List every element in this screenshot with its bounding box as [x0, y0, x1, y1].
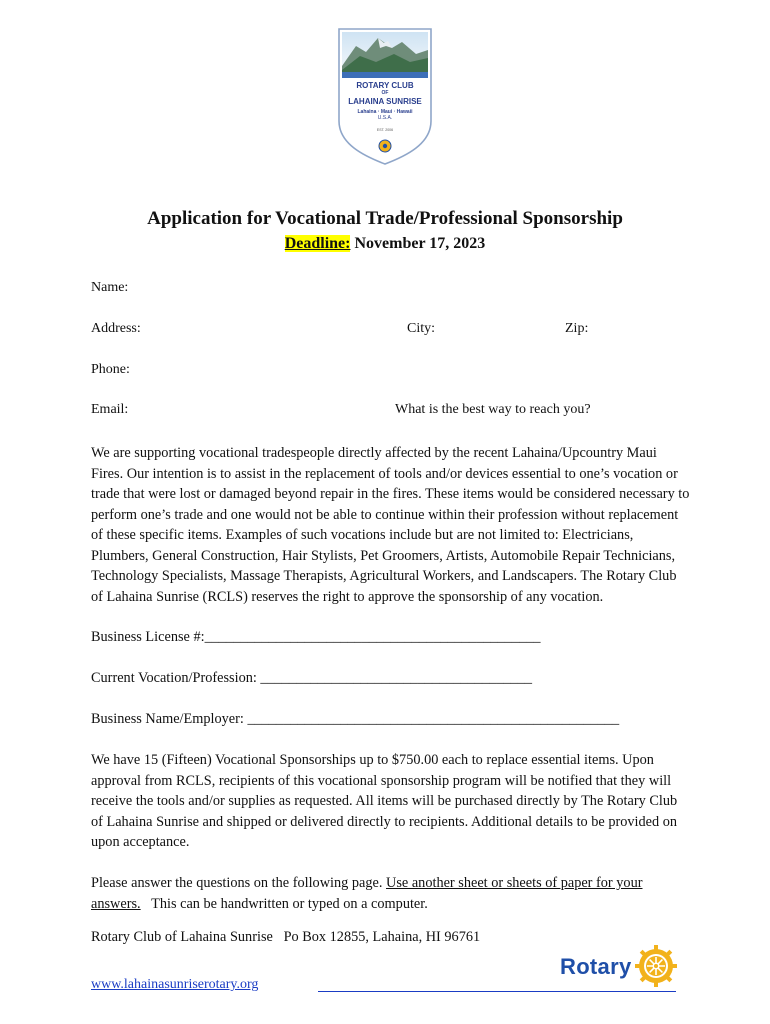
answer-instructions-tail: This can be handwritten or typed on a computer.: [140, 895, 428, 912]
current-vocation-field: Current Vocation/Profession: ______________________________________: [91, 670, 533, 686]
deadline-line: [0, 234, 770, 254]
intro-paragraph: We are supporting vocational tradespeople directly affected by the recent Lahaina/Upcountry Maui Fires. Our intention is to assist in the replacement of tools and/or devices essential to one’s vocation or trade that were lost or damaged beyond repair in the fires. These items would be considered necessary to perform one’s trade and one would not be able to continue within their profession without replacement of these specific items. Examples of such vocations include but are not limited to: Electricians, Plumbers, General Construction, Hair Stylists, Pet Groomers, Artists, Automobile Repair Technicians, Technology Specialists, Massage Therapists, Agricultural Workers, and Landscapers. The Rotary Club of Lahaina Sunrise (RCLS) reserves the right to approve the sponsorship of any vocation.: [91, 445, 690, 605]
deadline-date: November 17, 2023: [354, 235, 486, 252]
answer-instructions-underlined: Use another sheet or sheets of paper for your answers.: [91, 875, 643, 912]
phone-label: Phone:: [91, 362, 130, 377]
address-label: Address:: [91, 321, 141, 336]
name-label: Name:: [91, 280, 129, 295]
business-license-field: Business License #:_______________________________________________: [91, 629, 541, 645]
contact-preference-label: What is the best way to reach you?: [395, 402, 591, 417]
email-label: Email:: [91, 402, 129, 417]
club-crest-logo: [336, 26, 434, 166]
city-label: City:: [407, 321, 436, 336]
deadline-label: Deadline:: [284, 235, 351, 252]
mailing-address: Rotary Club of Lahaina Sunrise Po Box 12855, Lahaina, HI 96761: [91, 929, 481, 945]
business-name-field: Business Name/Employer: ____________________________________________________: [91, 711, 620, 727]
crest-shield-icon: [336, 26, 434, 166]
crest-text-country: U.S.A.: [377, 115, 393, 121]
website-link[interactable]: www.lahainasunriserotary.org: [91, 977, 259, 992]
crest-text-location: Lahaina · Maui · Hawaii: [357, 109, 413, 115]
crest-text-established: EST. 2006: [376, 128, 394, 132]
answer-instructions: [91, 873, 691, 914]
rotary-wordmark: Rotary: [560, 954, 632, 979]
rotary-wheel-icon: [634, 944, 678, 988]
rotary-logo: [560, 944, 680, 990]
crest-text-rotary-club: ROTARY CLUB: [356, 81, 414, 90]
crest-text-lahaina-sunrise: LAHAINA SUNRISE: [348, 97, 422, 106]
document-title: Application for Vocational Trade/Professional Sponsorship: [147, 208, 623, 229]
crest-text-of: OF: [381, 90, 389, 96]
sponsorship-paragraph: We have 15 (Fifteen) Vocational Sponsorships up to $750.00 each to replace essential items. Upon approval from RCLS, recipients of this vocational sponsorship program will be notified that they will receive the tools and/or supplies as requested. All items will be purchased directly by The Rotary Club of Lahaina Sunrise and shipped or delivered directly to recipients. Additional details to be provided on upon acceptance.: [91, 752, 678, 850]
zip-label: Zip:: [565, 321, 589, 336]
footer-rule: [318, 991, 676, 992]
answer-instructions-lead: Please answer the questions on the following page.: [91, 875, 387, 891]
